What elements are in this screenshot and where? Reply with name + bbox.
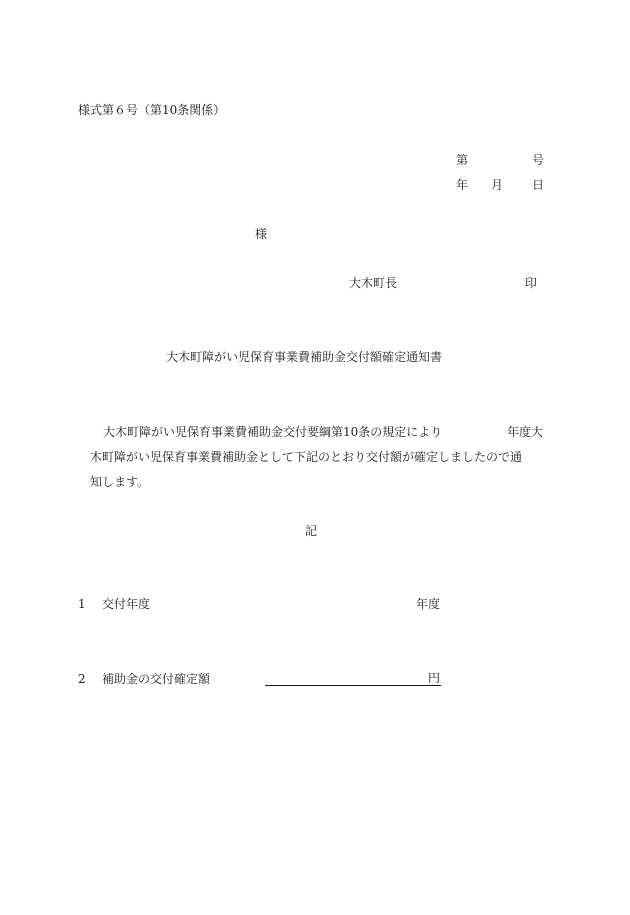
item-value-yen-unit: 円	[428, 671, 441, 685]
item-number: 1	[78, 597, 86, 611]
item-label-fiscal-year: 交付年度	[102, 597, 151, 611]
addressee-honorific: 様	[255, 227, 268, 241]
amount-underline	[265, 685, 441, 686]
issuer-title: 大木町長	[349, 276, 398, 290]
body-text-line-3: 知します。	[90, 475, 150, 489]
date-day: 日	[532, 178, 545, 192]
document-number-row	[456, 153, 545, 167]
item-label-confirmed-amount: 補助金の交付確定額	[102, 672, 211, 686]
date-month: 月	[491, 178, 504, 192]
item-value-fiscal-year: 年度	[416, 597, 441, 611]
seal-mark: 印	[525, 276, 538, 290]
document-title: 大木町障がい児保育事業費補助金交付額確定通知書	[166, 350, 443, 364]
body-text-line-2: 木町障がい児保育事業費補助金として下記のとおり交付額が確定しましたので通	[90, 450, 523, 464]
body-text-line-1-suffix: 年度大	[507, 425, 544, 439]
item-number: 2	[78, 672, 86, 686]
date-year: 年	[456, 178, 469, 192]
document-number-prefix: 第	[456, 153, 469, 167]
form-number-label: 様式第６号（第10条関係）	[78, 103, 226, 117]
body-text-line-1: 大木町障がい児保育事業費補助金交付要綱第10条の規定により	[103, 425, 443, 439]
ki-heading: 記	[305, 524, 318, 538]
date-row	[456, 178, 545, 192]
document-number-suffix: 号	[532, 153, 545, 167]
